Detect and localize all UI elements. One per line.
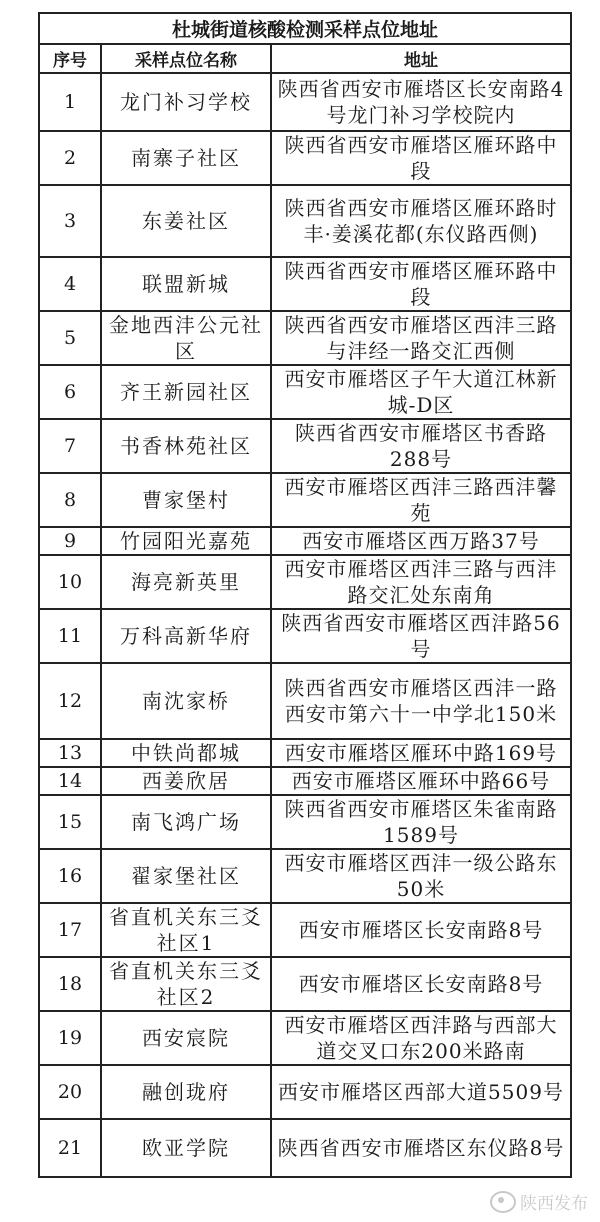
site-address: 西安市雁塔区雁环中路169号 [271, 739, 571, 767]
table-row [39, 555, 571, 609]
table-title: 杜城街道核酸检测采样点位地址 [39, 13, 571, 44]
site-address: 陕西省西安市雁塔区长安南路4号龙门补习学校院内 [271, 73, 571, 131]
table-row [39, 849, 571, 903]
row-number: 17 [39, 903, 101, 957]
table-row [39, 663, 571, 739]
site-address: 西安市雁塔区长安南路8号 [271, 903, 571, 957]
table-row [39, 185, 571, 257]
site-address: 陕西省西安市雁塔区雁环路中段 [271, 131, 571, 185]
header-row [39, 44, 571, 73]
table-row [39, 257, 571, 311]
table-row [39, 473, 571, 527]
site-name: 省直机关东三爻社区2 [101, 957, 271, 1011]
site-name: 中铁尚都城 [101, 739, 271, 767]
row-number: 19 [39, 1011, 101, 1065]
table-row [39, 365, 571, 419]
site-address: 陕西省西安市雁塔区朱雀南路1589号 [271, 795, 571, 849]
site-name: 万科高新华府 [101, 609, 271, 663]
row-number: 16 [39, 849, 101, 903]
site-name: 联盟新城 [101, 257, 271, 311]
table-row [39, 739, 571, 767]
row-number: 7 [39, 419, 101, 473]
row-number: 5 [39, 311, 101, 365]
site-name: 南寨子社区 [101, 131, 271, 185]
row-number: 12 [39, 663, 101, 739]
site-name: 西姜欣居 [101, 767, 271, 795]
row-number: 18 [39, 957, 101, 1011]
site-name: 齐王新园社区 [101, 365, 271, 419]
site-address: 西安市雁塔区西部大道5509号 [271, 1065, 571, 1119]
watermark-text: 陕西发布 [520, 1194, 588, 1214]
site-address: 陕西省西安市雁塔区西沣三路与沣经一路交汇西侧 [271, 311, 571, 365]
site-address: 陕西省西安市雁塔区书香路288号 [271, 419, 571, 473]
sampling-sites-table [38, 12, 572, 1178]
site-address: 西安市雁塔区雁环中路66号 [271, 767, 571, 795]
site-name: 南沈家桥 [101, 663, 271, 739]
site-name: 南飞鸿广场 [101, 795, 271, 849]
table-row [39, 1011, 571, 1065]
site-name: 融创珑府 [101, 1065, 271, 1119]
row-number: 21 [39, 1119, 101, 1177]
site-name: 曹家堡村 [101, 473, 271, 527]
row-number: 8 [39, 473, 101, 527]
table-row [39, 1065, 571, 1119]
row-number: 11 [39, 609, 101, 663]
site-name: 竹园阳光嘉苑 [101, 527, 271, 555]
site-name: 翟家堡社区 [101, 849, 271, 903]
table-row [39, 311, 571, 365]
site-name: 海亮新英里 [101, 555, 271, 609]
site-name: 东姜社区 [101, 185, 271, 257]
row-number: 9 [39, 527, 101, 555]
table-row [39, 73, 571, 131]
row-number: 10 [39, 555, 101, 609]
watermark [490, 1189, 588, 1214]
table-row [39, 767, 571, 795]
table-row [39, 609, 571, 663]
table-row [39, 957, 571, 1011]
row-number: 6 [39, 365, 101, 419]
site-name: 龙门补习学校 [101, 73, 271, 131]
site-address: 西安市雁塔区西沣三路西沣馨苑 [271, 473, 571, 527]
site-address: 西安市雁塔区西万路37号 [271, 527, 571, 555]
site-address: 西安市雁塔区西沣一级公路东50米 [271, 849, 571, 903]
table-row [39, 903, 571, 957]
row-number: 4 [39, 257, 101, 311]
header-address: 地址 [271, 44, 571, 73]
site-address: 西安市雁塔区子午大道江林新城-D区 [271, 365, 571, 419]
site-address: 陕西省西安市雁塔区雁环路中段 [271, 257, 571, 311]
site-name: 省直机关东三爻社区1 [101, 903, 271, 957]
table-row [39, 131, 571, 185]
site-address: 陕西省西安市雁塔区西沣路56号 [271, 609, 571, 663]
header-name: 采样点位名称 [101, 44, 271, 73]
row-number: 2 [39, 131, 101, 185]
table-row [39, 795, 571, 849]
site-address: 陕西省西安市雁塔区东仪路8号 [271, 1119, 571, 1177]
site-name: 西安宸院 [101, 1011, 271, 1065]
site-address: 陕西省西安市雁塔区雁环路时丰·姜溪花都(东仪路西侧) [271, 185, 571, 257]
site-name: 金地西沣公元社区 [101, 311, 271, 365]
row-number: 1 [39, 73, 101, 131]
site-name: 欧亚学院 [101, 1119, 271, 1177]
site-name: 书香林苑社区 [101, 419, 271, 473]
site-address: 西安市雁塔区西沣三路与西沣路交汇处东南角 [271, 555, 571, 609]
header-no: 序号 [39, 44, 101, 73]
row-number: 20 [39, 1065, 101, 1119]
row-number: 14 [39, 767, 101, 795]
table-body [39, 73, 571, 1177]
table-row [39, 419, 571, 473]
site-address: 陕西省西安市雁塔区西沣一路西安市第六十一中学北150米 [271, 663, 571, 739]
site-address: 西安市雁塔区西沣路与西部大道交叉口东200米路南 [271, 1011, 571, 1065]
table-row [39, 1119, 571, 1177]
weibo-icon [490, 1191, 516, 1213]
row-number: 15 [39, 795, 101, 849]
site-address: 西安市雁塔区长安南路8号 [271, 957, 571, 1011]
row-number: 3 [39, 185, 101, 257]
row-number: 13 [39, 739, 101, 767]
table-row [39, 527, 571, 555]
